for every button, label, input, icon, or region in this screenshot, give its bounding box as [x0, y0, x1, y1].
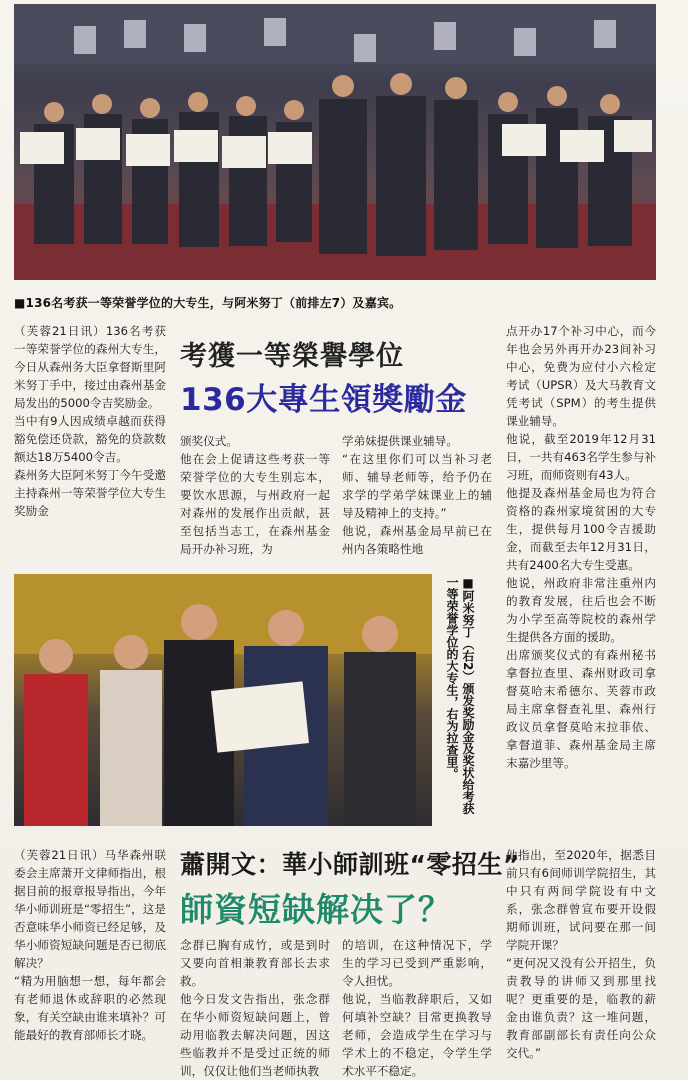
paragraph: “在这里你们可以当补习老师、辅导老师等，给予仍在求学的学弟学妹课业上的辅导及精神上的支持。”	[342, 452, 492, 520]
paragraph: 念群已胸有成竹，或是到时又要向首相兼教育部长去求救。	[180, 938, 330, 988]
headline-1-line-2: 136大專生領獎勵金	[180, 382, 467, 418]
paragraph: 学弟妹提供课业辅导。	[342, 434, 458, 448]
paragraph: 颁奖仪式。	[180, 434, 238, 448]
paragraph: （芙蓉21日讯）马华森州联委会主席萧开文律师指出，根据目前的报章报导指出，今年华小师训班是“零招生”，这是否意味华小师资已经足够，及华小师资短缺问题是否已彻底解决？	[14, 848, 166, 970]
paragraph: 的培训，在这种情况下，学生的学习已受到严重影响，令人担忧。	[342, 938, 492, 988]
article-1-column-2	[180, 432, 330, 558]
headline-1-line-1: 考獲一等榮譽學位	[180, 341, 404, 372]
photo-caption-top: ■136名考获一等荣誉学位的大专生，与阿米努丁（前排左7）及嘉宾。	[14, 296, 402, 310]
photo-caption-vertical: ■阿米努丁（右2）颁发奖励金及奖状给考获一等荣誉学位的大专生，右为拉查里。	[445, 576, 475, 815]
award-group-photo	[14, 4, 656, 280]
paragraph: 森州务大臣阿米努丁今午受邀主持森州一等荣誉学位大专生奖励金	[14, 468, 166, 518]
article-1-column-3	[342, 432, 492, 558]
article-2-column-4	[506, 846, 656, 1062]
paragraph: （芙蓉21日讯）136名考获一等荣誉学位的森州大专生，今日从森州务大臣拿督斯里阿米努丁手中，接过由森州基金局发出的5000令吉奖励金。	[14, 324, 166, 410]
paragraph: 出席颁奖仪式的有森州秘书拿督拉查里、森州财政司拿督莫哈末希德尔、芙蓉市政局主席拿督查礼里、森州行政议员拿督莫哈末拉菲依、拿督道菲、森州基金局主席末嘉沙里等。	[506, 648, 656, 770]
paragraph: 他在会上促请这些考获一等荣誉学位的大专生别忘本，要饮水思源，与州政府一起对森州的发展作出贡献，甚至包括当志工，在森州基金局开办补习班，为	[180, 452, 330, 556]
article-2-column-3	[342, 936, 492, 1080]
award-group-photo-drawing	[14, 4, 656, 280]
award-handover-photo	[14, 574, 432, 826]
headline-2-line-1: 蕭開文：華小師訓班“零招生”	[180, 850, 520, 879]
article-1-column-4	[506, 322, 656, 772]
article-2-column-1	[14, 846, 166, 1044]
paragraph: 他指出，至2020年，据悉目前只有6间师训学院招生，其中只有两间学院设有中文系，张念群曾宣布要开设假期师训班，试问要在那一间学院开课？	[506, 848, 656, 952]
headline-2-line-2: 師資短缺解决了？	[180, 890, 452, 929]
paragraph: 他提及森州基金局也为符合资格的森州家境贫困的大专生，提供每月100令吉援助金，而截至去年12月31日，共有2400名大专生受惠。	[506, 486, 656, 572]
paragraph: “精为用脑想一想，每年都会有老师退休或辞职的必然现象，有关空缺由谁来填补？可能最好的教育部师长才晓。	[14, 974, 166, 1042]
paragraph: 他说，截至2019年12月31日，一共有463名学生参与补习班，而师资则有43人。	[506, 432, 656, 482]
paragraph: 他今日发文告指出，张念群在华小师资短缺问题上，曾动用临教去解决问题，因这些临教并不是受过正统的师训，仅仅让他们当老师执教	[180, 992, 330, 1078]
article-2-column-2	[180, 936, 330, 1080]
paragraph: “更何况又没有公开招生，负责教导的讲师又到那里找呢？更重要的是，临教的薪金由谁负责？这一堆问题，教育部副部长有责任向公众交代。”	[506, 956, 656, 1060]
paragraph: 他说，森州基金局早前已在州内各策略性地	[342, 524, 492, 556]
paragraph: 当中有9人因成绩卓越而获得豁免偿还贷款，豁免的贷款数额达18万5400令吉。	[14, 414, 166, 464]
paragraph: 点开办17个补习中心，而今年也会另外再开办23间补习中心，免费为应付小六检定考试（UPSR）及大马教育文凭考试（SPM）的考生提供课业辅导。	[506, 324, 656, 428]
article-1-column-1	[14, 322, 166, 520]
paragraph: 他说，当临教辞职后，又如何填补空缺？目常更换教导老师，会造成学生在学习与学术上的不稳定，令学生学术水平不稳定。	[342, 992, 492, 1078]
award-handover-photo-drawing	[14, 574, 432, 826]
paragraph: 他说，州政府非常注重州内的教育发展，往后也会不断为小学至高等院校的森州学生提供各方面的援助。	[506, 576, 656, 644]
